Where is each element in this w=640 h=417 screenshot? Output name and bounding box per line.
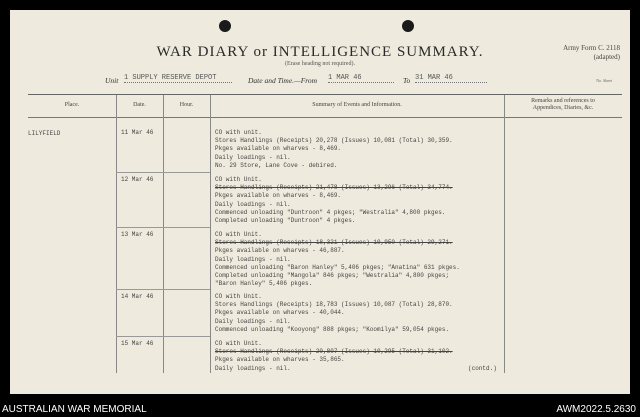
continued-note: (contd.) <box>468 365 497 372</box>
column-divider <box>504 95 505 373</box>
entry-line: Stores Handlings (Receipts) 20,278 (Issues) 10,081 (Total) 30,359. <box>215 137 453 145</box>
date-time-label: Date and Time.—From <box>248 76 318 85</box>
entry-separator <box>116 227 210 228</box>
entry-line: Pkges available on wharves - 8,469. <box>215 192 342 200</box>
header-summary: Summary of Events and Information. <box>312 102 402 108</box>
header-date: Date. <box>133 102 146 108</box>
entry-line: CO with Unit. <box>215 340 262 347</box>
header-hour: Hour. <box>179 102 194 108</box>
entry-line: Pkges available on wharves - 35,865. <box>215 356 345 364</box>
entry-line: Stores Handlings (Receipts) 18,321 (Issues) 10,950 (Total) 29,271. <box>215 239 453 247</box>
entry-date: 13 Mar 46 <box>121 231 154 238</box>
punch-hole-right <box>402 20 414 32</box>
entry-line: Pkges available on wharves - 46,887. <box>215 247 345 255</box>
to-date: 31 MAR 46 <box>415 74 487 83</box>
column-divider <box>163 95 164 373</box>
unit-value: 1 SUPPLY RESERVE DEPOT <box>124 74 232 83</box>
entry-line: Commenced unloading "Baron Hanley" 5,406 pkges; "Anatina" 631 pkges. <box>215 263 460 271</box>
document-title: WAR DIARY or INTELLIGENCE SUMMARY. <box>156 44 484 60</box>
header-remarks <box>504 98 622 112</box>
entry-line: CO with Unit. <box>215 293 262 300</box>
header-remarks-line1: Remarks and references to <box>531 98 595 104</box>
punch-hole-left <box>219 20 231 32</box>
entry-date: 14 Mar 46 <box>121 293 154 300</box>
entry-line: CO with Unit. <box>215 176 262 183</box>
entry-line: Stores Handlings (Receipts) 20,807 (Issues) 10,295 (Total) 31,102. <box>215 348 453 356</box>
entry-line: Commenced unloading "Duntroon" 4 pkges; "Westralia" 4,800 pkges. <box>215 208 446 216</box>
unit-label: Unit <box>105 76 119 85</box>
column-divider <box>210 95 211 373</box>
column-divider <box>116 95 117 373</box>
entry-separator <box>116 172 210 173</box>
accession-number: AWM2022.5.2630 <box>556 404 636 415</box>
entry-line: Pkges available on wharves - 40,044. <box>215 309 345 317</box>
sheet-number: No. Sheet <box>596 78 612 83</box>
to-label: To <box>403 76 411 85</box>
entry-line: No. 29 Store, Lane Cove - debired. <box>215 161 338 169</box>
header-remarks-line2: Appendices, Diaries, &c. <box>532 105 594 111</box>
header-place: Place. <box>64 102 80 108</box>
from-date: 1 MAR 46 <box>328 74 394 83</box>
entry-line: Daily loadings - nil. <box>215 255 291 263</box>
entry-line: Pkges available on wharves - 8,469. <box>215 145 342 153</box>
entry-line: Daily loadings - nil. <box>215 364 291 372</box>
entry-date: 12 Mar 46 <box>121 176 154 183</box>
diary-table <box>28 94 622 373</box>
entry-date: 15 Mar 46 <box>121 340 154 347</box>
entry-line: Stores Handlings (Receipts) 21,478 (Issues) 13,296 (Total) 34,774. <box>215 184 453 192</box>
diary-sheet <box>10 10 630 394</box>
form-note: (adapted) <box>593 53 620 61</box>
entry-separator <box>116 336 210 337</box>
entry-line: "Baron Hanley" 5,406 pkges. <box>215 280 313 288</box>
entry-line: Daily loadings - nil. <box>215 200 291 208</box>
entry-line: CO with Unit. <box>215 231 262 238</box>
entry-line: Daily loadings - nil. <box>215 317 291 325</box>
entry-line: Stores Handlings (Receipts) 18,783 (Issues) 10,087 (Total) 28,870. <box>215 301 453 309</box>
form-reference <box>563 44 620 62</box>
institution-name: AUSTRALIAN WAR MEMORIAL <box>2 404 147 415</box>
entry-line: Completed unloading "Duntroon" 4 pkges. <box>215 217 356 224</box>
entry-line: Daily loadings - nil. <box>215 153 291 161</box>
entry-separator <box>116 289 210 290</box>
form-number: Army Form C. 2118 <box>563 44 620 52</box>
entry-line: Commenced unloading "Kooyong" 888 pkges; "Koomilya" 59,054 pkges. <box>215 325 450 333</box>
document-subtitle: (Erase heading not required). <box>285 61 355 67</box>
place-cell: LILYFIELD <box>28 130 61 137</box>
archive-footer <box>0 396 640 417</box>
entry-date: 11 Mar 46 <box>121 129 154 136</box>
entry-line: Completed unloading "Mangola" 846 pkges; "Westralia" 4,800 pkges; <box>215 272 450 279</box>
entry-line: CO with unit. <box>215 129 262 136</box>
